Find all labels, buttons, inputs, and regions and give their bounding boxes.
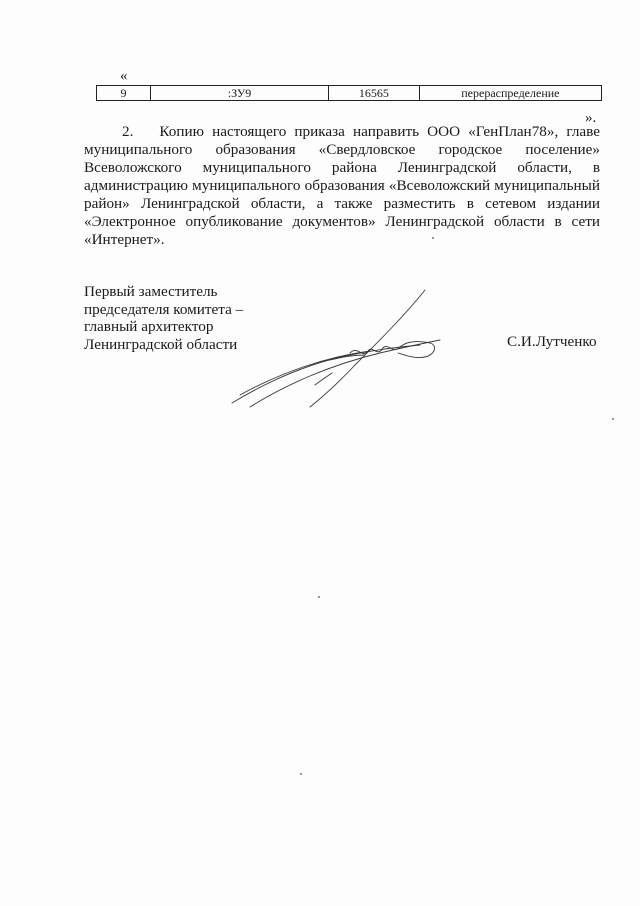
cell-area: 16565 xyxy=(329,86,420,101)
signatory-title-line: главный архитектор xyxy=(84,318,214,335)
cell-method: перераспределение xyxy=(419,86,601,101)
paragraph-text: Копию настоящего приказа направить ООО «ГенПлан78», главе муниципального образования «Свердловское городское поселение» Всеволожского муниципального района Ленинградской области, в администрацию муниципального образования «Всеволожский муниципальный район» Ленинградской области, а также разместить в сетевом издании «Электронное опубликование документов» Ленинградской области в сети «Интернет». xyxy=(84,123,600,248)
paragraph-number: 2. xyxy=(122,123,134,140)
parcel-table xyxy=(96,85,602,101)
paragraph-2 xyxy=(84,123,600,249)
table-open-quote: « xyxy=(120,68,128,84)
signatory-name: С.И.Лутченко xyxy=(507,333,597,350)
table-row xyxy=(97,86,602,101)
scan-speck xyxy=(432,237,434,239)
signatory-title-line: Первый заместитель xyxy=(84,283,218,300)
handwritten-signature xyxy=(230,285,470,415)
scan-speck xyxy=(612,418,614,420)
scan-speck xyxy=(300,773,302,775)
signatory-title-line: Ленинградской области xyxy=(84,335,238,353)
table-close-quote: ». xyxy=(585,110,597,126)
cell-designation: :ЗУ9 xyxy=(150,86,328,101)
signatory-title-line: председателя комитета – xyxy=(84,300,244,318)
cell-number: 9 xyxy=(97,86,151,101)
scan-speck xyxy=(318,596,320,598)
